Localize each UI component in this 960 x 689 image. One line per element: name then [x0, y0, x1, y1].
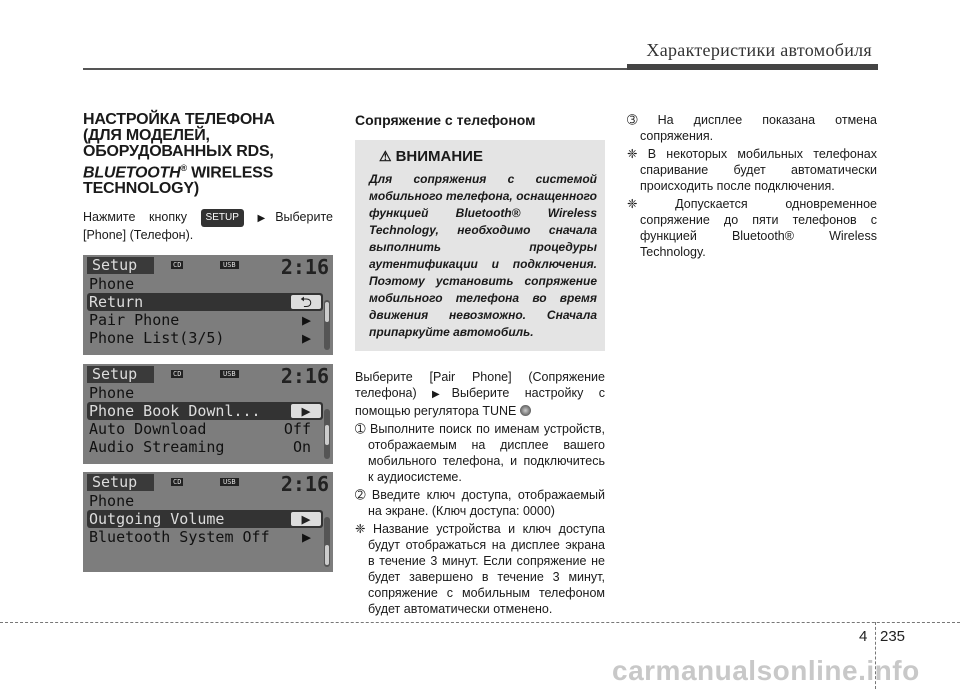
header-bar	[627, 64, 878, 70]
setup-tab: Setup	[87, 257, 154, 274]
display-screen-3	[83, 472, 333, 572]
column-right	[627, 112, 877, 260]
display-screen-1	[83, 255, 333, 355]
intro-paragraph: Нажмите кнопку SETUP ▶Выберите [Phone] (Телефон).	[83, 210, 333, 243]
usb-icon: USB	[220, 370, 239, 378]
arrow-right-icon: ▶	[257, 213, 276, 225]
pairing-paragraph: Выберите [Pair Phone] (Сопряжение телефона) ▶Выберите настройку с помощью регулятора TUNE	[355, 370, 605, 418]
warning-text: Для сопряжения с системой мобильного телефона, оснащенного функцией Bluetooth® Wireless Technology, необходимо сначала выполнить процедуры аутентификации и подключения. Поэтому установить сопряжение мобильного телефона во время движения невозможно. Сначала припаркуйте автомобиль.	[369, 172, 597, 339]
menu-title: Phone	[89, 384, 135, 402]
cd-icon: CD	[173, 478, 182, 486]
list-item: ❈ Допускается одновременное сопряжение до пяти телефонов с функцией Bluetooth® Wireless Technology.	[627, 197, 877, 259]
arrow-right-icon: ▶	[301, 311, 311, 329]
chapter-number: 4	[859, 628, 868, 645]
arrow-right-icon: ▶	[301, 528, 311, 546]
arrow-right-icon: ▶	[432, 389, 452, 400]
arrow-right-icon: ▶	[301, 329, 311, 347]
column-left	[83, 112, 333, 243]
setup-tab: Setup	[87, 366, 154, 383]
clock: 2:16	[280, 255, 329, 279]
scrollbar	[324, 517, 330, 567]
cd-icon: CD	[173, 261, 182, 269]
menu-item-bluetooth-system-off: Bluetooth System Off ▶	[89, 528, 311, 546]
menu-item-audio-streaming: Audio Streaming On	[89, 438, 311, 456]
arrow-right-icon: ▶	[291, 512, 321, 526]
setup-button-icon: SETUP	[201, 209, 244, 227]
menu-item-return: Return ⮌	[87, 293, 323, 311]
page-number: 235	[880, 628, 906, 645]
column-middle	[355, 112, 605, 617]
watermark: carmanualsonline.info	[612, 655, 920, 686]
list-item: ➂ На дисплее показана отмена сопряжения.	[627, 113, 877, 143]
menu-item-outgoing-volume: Outgoing Volume ▶	[87, 510, 323, 528]
section-heading: НАСТРОЙКА ТЕЛЕФОНА (ДЛЯ МОДЕЛЕЙ, ОБОРУДОВАННЫХ RDS, BLUETOOTH® WIRELESS TECHNOLOGY)	[83, 111, 275, 198]
return-icon: ⮌	[291, 295, 321, 309]
menu-item-phone-book-download: Phone Book Downl... ▶	[87, 402, 323, 420]
list-item: ➀ Выполните поиск по именам устройств, отображаемым на дисплее вашего мобильного телефона, и подключитесь к аудиосистеме.	[355, 422, 605, 484]
scrollbar	[324, 409, 330, 459]
menu-title: Phone	[89, 492, 135, 510]
display-screen-2	[83, 364, 333, 464]
tune-knob-icon	[520, 405, 531, 416]
footer-rule	[0, 622, 960, 623]
menu-item-pair-phone: Pair Phone ▶	[89, 311, 311, 329]
warning-box: ⚠ ВНИМАНИЕ Для сопряжения с системой мобильного телефона, оснащенного функцией Bluetooth® Wireless Technology, необходимо сначала выполнить процедуры аутентификации и подключения. Поэтому установить сопряжение мобильного телефона во время движения невозможно. Сначала припаркуйте автомобиль.	[355, 140, 605, 351]
page-header-title: Характеристики автомобиля	[646, 40, 872, 60]
usb-icon: USB	[220, 478, 239, 486]
arrow-right-icon: ▶	[291, 404, 321, 418]
cd-icon: CD	[173, 370, 182, 378]
list-item: ❈ Название устройства и ключ доступа будут отображаться на дисплее экрана в течение 3 минут. Если сопряжение не будет завершено в течение 3 минут, сопряжение с мобильным телефоном будет автоматически отменено.	[355, 522, 605, 616]
list-item: ❈ В некоторых мобильных телефонах спаривание будет автоматически происходить после подключения.	[627, 147, 877, 193]
list-item: ➁ Введите ключ доступа, отображаемый на экране. (Ключ доступа: 0000)	[355, 488, 605, 518]
menu-item-phone-list: Phone List(3/5) ▶	[89, 329, 311, 347]
scrollbar	[324, 300, 330, 350]
menu-item-auto-download: Auto Download Off	[89, 420, 311, 438]
usb-icon: USB	[220, 261, 239, 269]
setup-tab: Setup	[87, 474, 154, 491]
warning-icon: ⚠	[379, 148, 392, 164]
clock: 2:16	[280, 364, 329, 388]
menu-title: Phone	[89, 275, 135, 293]
pairing-heading: Сопряжение с телефоном	[355, 112, 536, 128]
clock: 2:16	[280, 472, 329, 496]
